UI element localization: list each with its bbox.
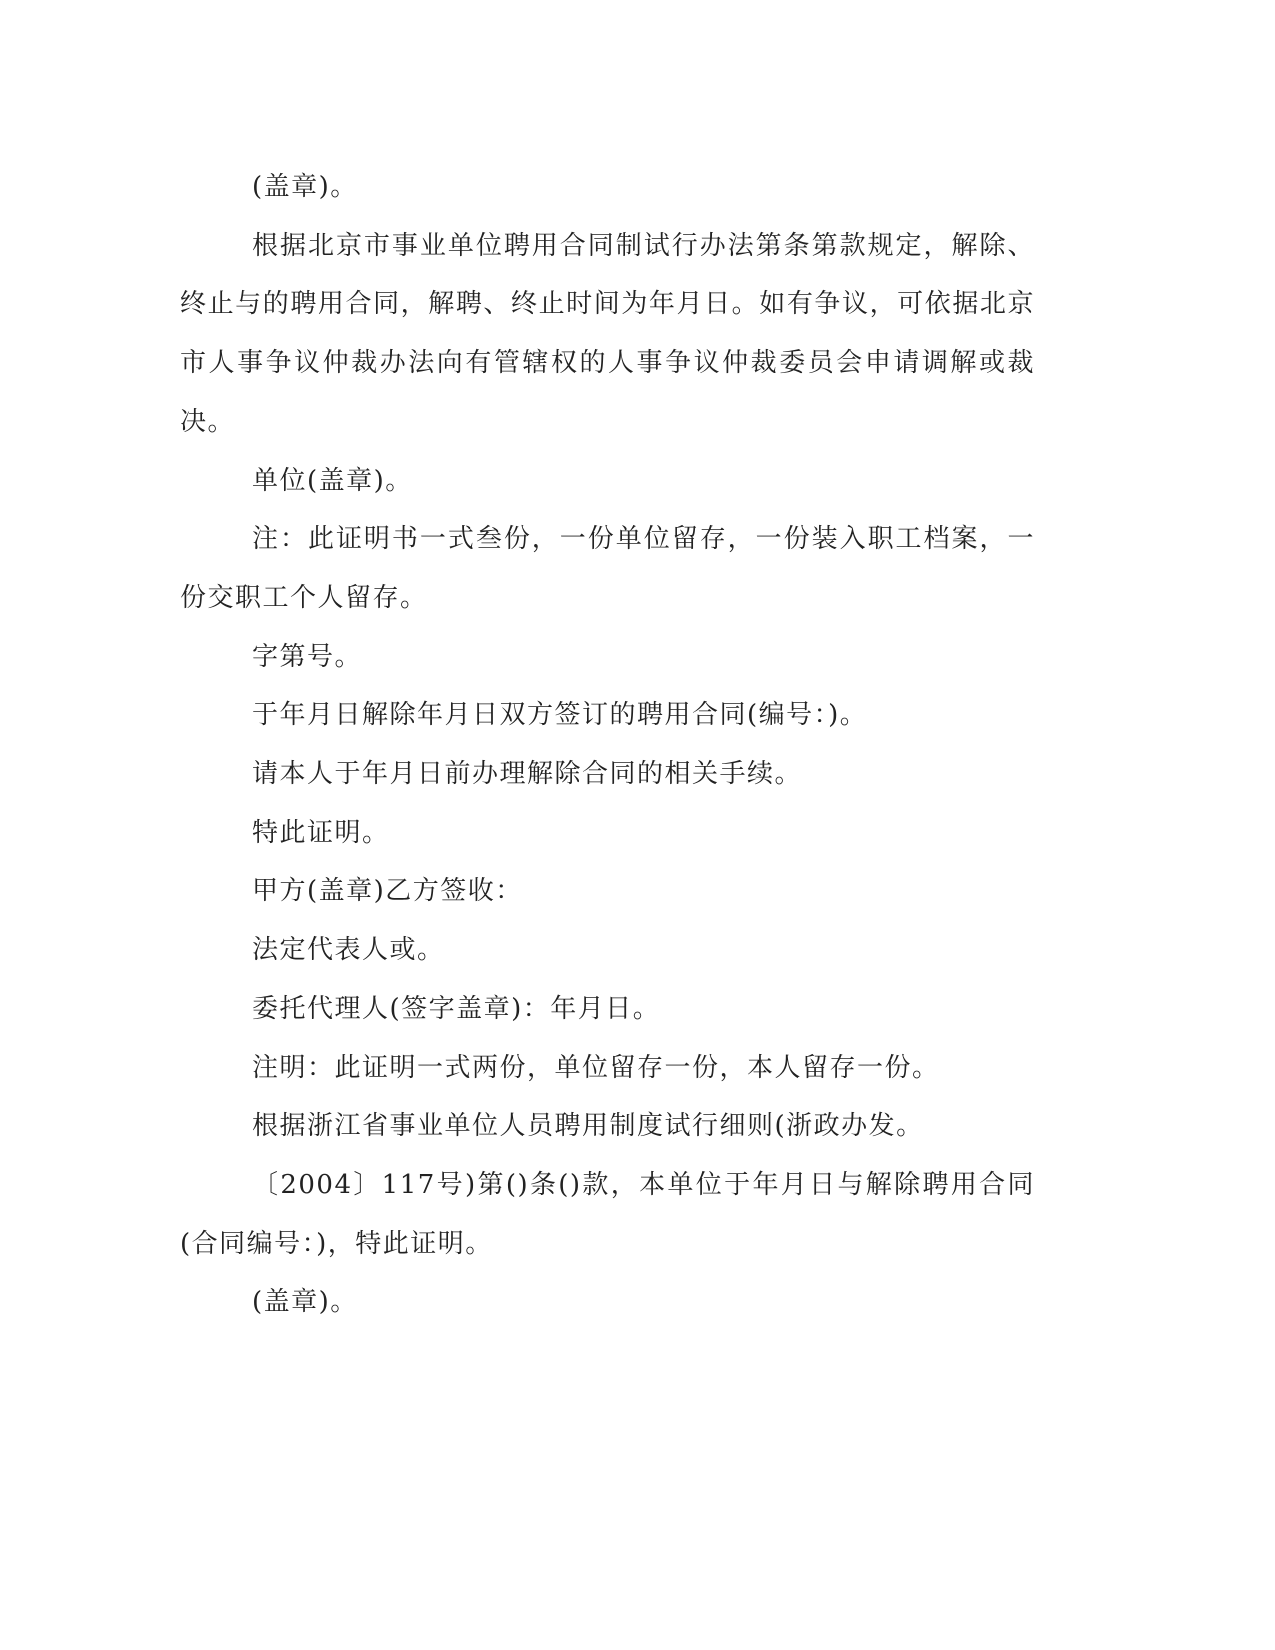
zhejiang-regulation-line: 根据浙江省事业单位人员聘用制度试行细则(浙政办发。 bbox=[252, 1111, 924, 1142]
document-body bbox=[180, 158, 1035, 1332]
certification-line: 特此证明。 bbox=[252, 817, 390, 848]
duplicate-note-line: 注明：此证明一式两份，单位留存一份，本人留存一份。 bbox=[252, 1052, 940, 1083]
legal-representative-line: 法定代表人或。 bbox=[252, 935, 445, 966]
beijing-regulation-paragraph: 根据北京市事业单位聘用合同制试行办法第条第款规定，解除、终止与的聘用合同，解聘、终止时间为年月日。如有争议，可依据北京市人事争议仲裁办法向有管辖权的人事争议仲裁委员会申请调解或裁决。 bbox=[180, 230, 1035, 437]
unit-stamp-line: 单位(盖章)。 bbox=[252, 465, 413, 496]
final-stamp-line: (盖章)。 bbox=[252, 1287, 358, 1318]
agent-signature-line: 委托代理人(签字盖章)：年月日。 bbox=[252, 993, 661, 1024]
termination-date-line: 于年月日解除年月日双方签订的聘用合同(编号：)。 bbox=[252, 700, 868, 731]
procedures-line: 请本人于年月日前办理解除合同的相关手续。 bbox=[252, 759, 803, 790]
copies-note-paragraph: 注：此证明书一式叁份，一份单位留存，一份装入职工档案，一份交职工个人留存。 bbox=[180, 524, 1035, 613]
zhejiang-termination-paragraph: 〔2004〕117号)第()条()款，本单位于年月日与解除聘用合同(合同编号：)，特此证明。 bbox=[180, 1169, 1035, 1259]
document-number-line: 字第号。 bbox=[252, 641, 363, 672]
stamp-line: (盖章)。 bbox=[252, 172, 358, 202]
party-signature-line: 甲方(盖章)乙方签收： bbox=[252, 876, 523, 907]
